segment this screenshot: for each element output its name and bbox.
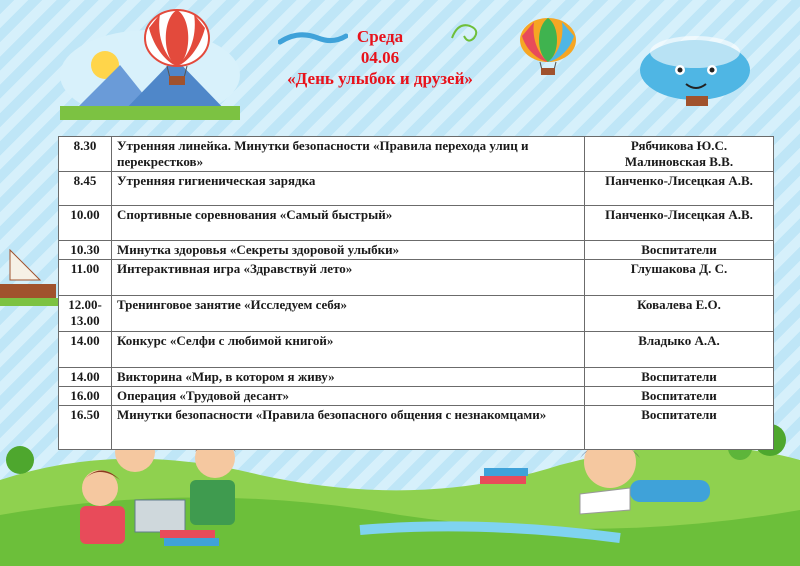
date: 04.06 [360,48,400,67]
event-cell: Конкурс «Селфи с любимой книгой» [112,332,585,368]
table-row [59,387,774,406]
event-cell: Викторина «Мир, в котором я живу» [112,368,585,387]
time-cell: 14.00 [59,332,112,368]
table-row [59,137,774,172]
event-cell: Утренняя линейка. Минутки безопасности «Правила перехода улиц и перекрестков» [112,137,585,172]
responsible-cell: Владыко А.А. [585,332,774,368]
responsible-cell: Рябчикова Ю.С. Малиновская В.В. [585,137,774,172]
event-cell: Тренинговое занятие «Исследуем себя» [112,296,585,332]
table-row [59,406,774,450]
event-cell: Минутка здоровья «Секреты здоровой улыбки» [112,241,585,260]
table-row [59,368,774,387]
responsible-cell: Воспитатели [585,368,774,387]
table-row [59,172,774,206]
schedule-table [58,136,774,450]
table-row [59,206,774,241]
page-header [220,26,540,89]
responsible-cell: Глушакова Д. С. [585,260,774,296]
responsible-cell: Панченко-Лисецкая А.В. [585,172,774,206]
event-cell: Интерактивная игра «Здравствуй лето» [112,260,585,296]
event-cell: Минутки безопасности «Правила безопасного общения с незнакомцами» [112,406,585,450]
responsible-cell: Воспитатели [585,387,774,406]
time-cell: 10.00 [59,206,112,241]
table-row [59,332,774,368]
time-cell: 8.30 [59,137,112,172]
day-theme: «День улыбок и друзей» [287,69,473,88]
day-of-week: Среда [356,27,404,46]
table-row [59,260,774,296]
time-cell: 16.50 [59,406,112,450]
time-cell: 8.45 [59,172,112,206]
responsible-cell: Панченко-Лисецкая А.В. [585,206,774,241]
table-row [59,296,774,332]
responsible-cell: Ковалева Е.О. [585,296,774,332]
time-cell: 10.30 [59,241,112,260]
responsible-cell: Воспитатели [585,406,774,450]
table-row [59,241,774,260]
time-cell: 12.00-13.00 [59,296,112,332]
cartoon-whale-balloon-icon [620,30,770,110]
time-cell: 14.00 [59,368,112,387]
event-cell: Операция «Трудовой десант» [112,387,585,406]
event-cell: Утренняя гигиеническая зарядка [112,172,585,206]
time-cell: 11.00 [59,260,112,296]
hot-air-balloon-left-icon [132,8,222,88]
responsible-cell: Воспитатели [585,241,774,260]
event-cell: Спортивные соревнования «Самый быстрый» [112,206,585,241]
sailing-ship-left-icon [0,240,60,310]
time-cell: 16.00 [59,387,112,406]
